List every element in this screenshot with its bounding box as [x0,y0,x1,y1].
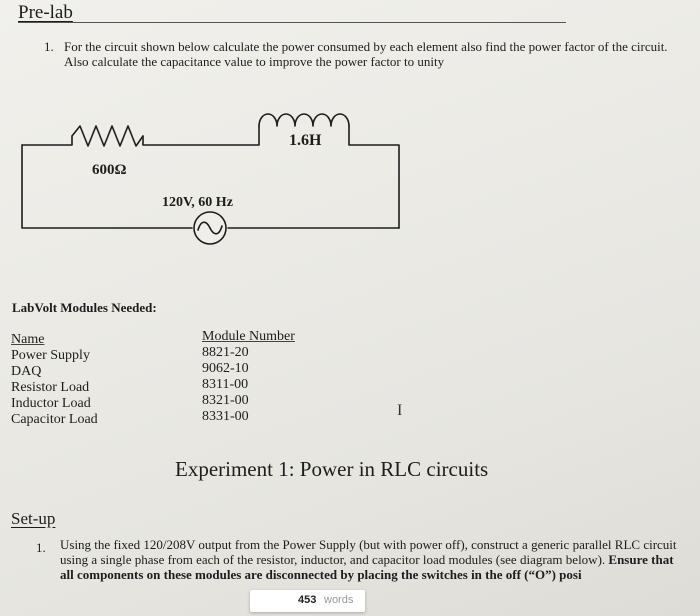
module-row-number: 8331-00 [202,409,249,424]
module-row-name: Capacitor Load [11,412,98,427]
module-name-column [11,332,191,428]
modules-heading: LabVolt Modules Needed: [12,300,157,315]
ac-source-sine [198,222,222,234]
setup-heading: Set-up [11,509,56,528]
title-divider [18,22,566,23]
word-count-badge [250,590,365,612]
inductor-label: 1.6H [289,132,322,149]
module-row-name: Resistor Load [11,380,90,395]
page-title: Pre-lab [18,2,73,23]
setup-step-bold-text: Ensure that all components on these modules are disconnected by placing the switches in the off (“O”) posi [60,552,674,582]
module-row-name: DAQ [11,364,42,379]
resistor-label: 600Ω [92,162,127,178]
setup-step-normal-text: Using the fixed 120/208V output from the Power Supply (but with power off), construct a generic parallel RLC circuit using a single phase from each of the resistor, inductor, and capacitor load modules (see diagram below). [60,537,677,567]
setup-step-number: 1. [36,540,46,555]
experiment-title: Experiment 1: Power in RLC circuits [175,457,489,481]
ac-source-circle [194,212,226,244]
module-number-column [202,329,322,425]
text-cursor-icon: I [397,402,403,419]
wire-top-left [22,136,72,145]
module-row-number: 8321-00 [202,393,249,408]
module-number-column-header: Module Number [202,329,295,344]
word-count-label: words [324,594,354,606]
question-number: 1. [44,39,54,54]
module-row-name: Inductor Load [11,396,91,411]
resistor-symbol [72,126,143,146]
module-row-number: 8821-20 [202,345,249,360]
module-row-number: 8311-00 [202,377,249,392]
source-label: 120V, 60 Hz [162,195,233,210]
module-row-number: 9062-10 [202,361,249,376]
wire-bottom [22,145,399,228]
module-row-name: Power Supply [11,348,90,363]
setup-step-text [60,537,680,582]
name-column-header: Name [11,332,45,347]
question-text: For the circuit shown below calculate the power consumed by each element also find the power factor of the circuit. Also calculate the capacitance value to improve the power factor to unity [64,39,668,69]
wire-top-right [349,126,399,228]
inductor-symbol [259,114,349,126]
word-count-number: 453 [298,594,317,606]
wire-top-middle [143,126,259,145]
